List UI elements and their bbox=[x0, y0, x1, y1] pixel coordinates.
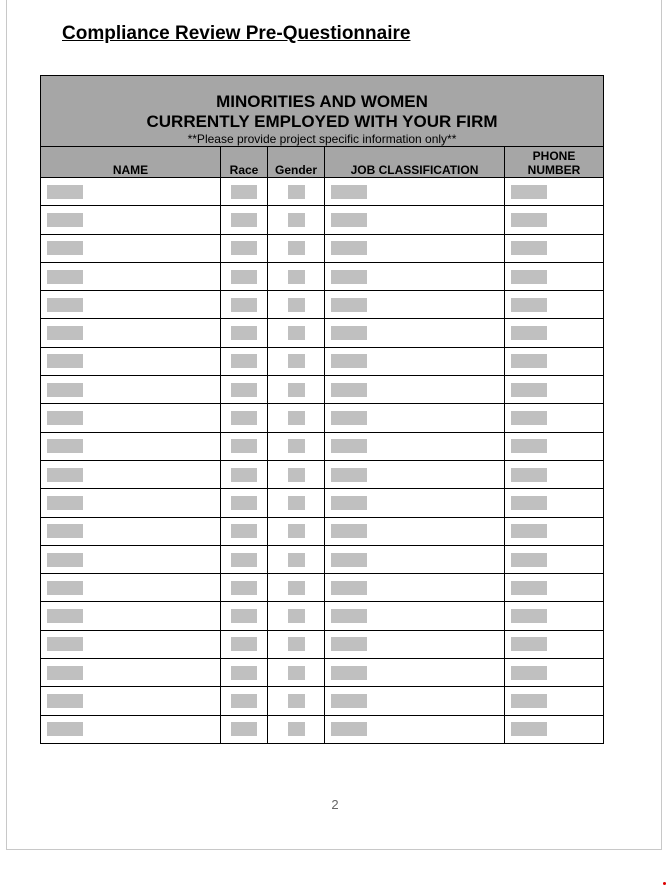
table-cell bbox=[268, 630, 325, 658]
table-cell bbox=[268, 376, 325, 404]
table-cell bbox=[41, 206, 221, 234]
table-cell bbox=[325, 602, 505, 630]
table-cell bbox=[505, 545, 604, 573]
phone-number-input[interactable] bbox=[511, 581, 547, 595]
job-classification-input[interactable] bbox=[331, 383, 367, 397]
name-input[interactable] bbox=[47, 411, 83, 425]
phone-number-input[interactable] bbox=[511, 439, 547, 453]
employee-table bbox=[40, 75, 604, 744]
table-cell bbox=[41, 715, 221, 743]
page-number: 2 bbox=[331, 797, 339, 812]
table-cell bbox=[268, 460, 325, 488]
phone-number-input[interactable] bbox=[511, 694, 547, 708]
table-cell bbox=[221, 715, 268, 743]
table-cell bbox=[325, 262, 505, 290]
table-cell bbox=[268, 262, 325, 290]
name-input[interactable] bbox=[47, 298, 83, 312]
table-cell bbox=[505, 347, 604, 375]
table-cell bbox=[221, 517, 268, 545]
table-cell bbox=[221, 545, 268, 573]
table-cell bbox=[221, 347, 268, 375]
gender-input[interactable] bbox=[288, 326, 305, 340]
race-input[interactable] bbox=[231, 383, 257, 397]
table-row bbox=[41, 715, 604, 743]
table-cell bbox=[325, 404, 505, 432]
table-body bbox=[41, 178, 604, 744]
table-cell bbox=[325, 574, 505, 602]
phone-number-input[interactable] bbox=[511, 241, 547, 255]
table-cell bbox=[505, 178, 604, 206]
table-cell bbox=[41, 178, 221, 206]
phone-number-input[interactable] bbox=[511, 524, 547, 538]
job-classification-input[interactable] bbox=[331, 694, 367, 708]
table-cell bbox=[505, 659, 604, 687]
race-input[interactable] bbox=[231, 581, 257, 595]
table-cell bbox=[221, 291, 268, 319]
table-cell bbox=[325, 687, 505, 715]
race-input[interactable] bbox=[231, 298, 257, 312]
table-cell bbox=[268, 206, 325, 234]
column-header-race: Race bbox=[221, 147, 268, 178]
job-classification-input[interactable] bbox=[331, 496, 367, 510]
table-cell bbox=[505, 376, 604, 404]
table-header-title-line2: CURRENTLY EMPLOYED WITH YOUR FIRM bbox=[146, 112, 498, 131]
race-input[interactable] bbox=[231, 241, 257, 255]
phone-number-input[interactable] bbox=[511, 213, 547, 227]
table-cell bbox=[505, 630, 604, 658]
column-header-phone-line2: NUMBER bbox=[527, 163, 581, 177]
table-cell bbox=[268, 687, 325, 715]
phone-number-input[interactable] bbox=[511, 637, 547, 651]
table-cell bbox=[221, 404, 268, 432]
table-cell bbox=[325, 630, 505, 658]
name-input[interactable] bbox=[47, 524, 83, 538]
gender-input[interactable] bbox=[288, 383, 305, 397]
job-classification-input[interactable] bbox=[331, 666, 367, 680]
table-cell bbox=[325, 178, 505, 206]
table-cell bbox=[268, 574, 325, 602]
race-input[interactable] bbox=[231, 354, 257, 368]
race-input[interactable] bbox=[231, 496, 257, 510]
race-input[interactable] bbox=[231, 439, 257, 453]
gender-input[interactable] bbox=[288, 524, 305, 538]
table-cell bbox=[505, 319, 604, 347]
table-cell bbox=[325, 234, 505, 262]
table-cell bbox=[505, 404, 604, 432]
table-cell bbox=[505, 602, 604, 630]
table-cell bbox=[41, 291, 221, 319]
table-cell bbox=[221, 630, 268, 658]
table-row bbox=[41, 574, 604, 602]
column-header-phone-number bbox=[505, 147, 604, 178]
job-classification-input[interactable] bbox=[331, 468, 367, 482]
gender-input[interactable] bbox=[288, 553, 305, 567]
gender-input[interactable] bbox=[288, 185, 305, 199]
name-input[interactable] bbox=[47, 213, 83, 227]
table-cell bbox=[505, 291, 604, 319]
table-cell bbox=[41, 659, 221, 687]
table-cell bbox=[221, 574, 268, 602]
race-input[interactable] bbox=[231, 694, 257, 708]
gender-input[interactable] bbox=[288, 609, 305, 623]
name-input[interactable] bbox=[47, 185, 83, 199]
gender-input[interactable] bbox=[288, 722, 305, 736]
name-input[interactable] bbox=[47, 637, 83, 651]
table-cell bbox=[221, 319, 268, 347]
name-input[interactable] bbox=[47, 468, 83, 482]
table-cell bbox=[41, 602, 221, 630]
table-cell bbox=[41, 376, 221, 404]
table-cell bbox=[325, 206, 505, 234]
table-row bbox=[41, 178, 604, 206]
table-header-title-line1: MINORITIES AND WOMEN bbox=[216, 92, 428, 111]
gender-input[interactable] bbox=[288, 581, 305, 595]
table-cell bbox=[325, 432, 505, 460]
table-cell bbox=[325, 517, 505, 545]
table-cell bbox=[325, 659, 505, 687]
table-header-note: **Please provide project specific information only** bbox=[187, 132, 457, 146]
table-row bbox=[41, 659, 604, 687]
job-classification-input[interactable] bbox=[331, 581, 367, 595]
table-cell bbox=[221, 687, 268, 715]
race-input[interactable] bbox=[231, 722, 257, 736]
job-classification-input[interactable] bbox=[331, 439, 367, 453]
phone-number-input[interactable] bbox=[511, 609, 547, 623]
table-cell bbox=[505, 206, 604, 234]
table-cell bbox=[325, 489, 505, 517]
table-cell bbox=[41, 574, 221, 602]
table-cell bbox=[325, 715, 505, 743]
column-header-name: NAME bbox=[41, 147, 221, 178]
table-row bbox=[41, 460, 604, 488]
name-input[interactable] bbox=[47, 383, 83, 397]
table-cell bbox=[268, 178, 325, 206]
table-cell bbox=[505, 262, 604, 290]
table-cell bbox=[221, 460, 268, 488]
table-cell bbox=[325, 460, 505, 488]
table-cell bbox=[41, 234, 221, 262]
job-classification-input[interactable] bbox=[331, 637, 367, 651]
table-row bbox=[41, 630, 604, 658]
job-classification-input[interactable] bbox=[331, 553, 367, 567]
table-cell bbox=[325, 376, 505, 404]
table-cell bbox=[268, 545, 325, 573]
name-input[interactable] bbox=[47, 553, 83, 567]
race-input[interactable] bbox=[231, 411, 257, 425]
table-cell bbox=[325, 291, 505, 319]
phone-number-input[interactable] bbox=[511, 185, 547, 199]
table-row bbox=[41, 687, 604, 715]
race-input[interactable] bbox=[231, 326, 257, 340]
table-cell bbox=[505, 574, 604, 602]
table-row bbox=[41, 404, 604, 432]
table-row bbox=[41, 602, 604, 630]
table-cell bbox=[268, 489, 325, 517]
job-classification-input[interactable] bbox=[331, 185, 367, 199]
document-page bbox=[6, 0, 662, 850]
table-cell bbox=[268, 517, 325, 545]
table-row bbox=[41, 545, 604, 573]
phone-number-input[interactable] bbox=[511, 326, 547, 340]
name-input[interactable] bbox=[47, 666, 83, 680]
race-input[interactable] bbox=[231, 213, 257, 227]
table-cell bbox=[505, 489, 604, 517]
gender-input[interactable] bbox=[288, 411, 305, 425]
gender-input[interactable] bbox=[288, 666, 305, 680]
gender-input[interactable] bbox=[288, 354, 305, 368]
race-input[interactable] bbox=[231, 553, 257, 567]
phone-number-input[interactable] bbox=[511, 270, 547, 284]
table-cell bbox=[268, 291, 325, 319]
race-input[interactable] bbox=[231, 468, 257, 482]
job-classification-input[interactable] bbox=[331, 354, 367, 368]
gender-input[interactable] bbox=[288, 496, 305, 510]
phone-number-input[interactable] bbox=[511, 496, 547, 510]
table-cell bbox=[41, 545, 221, 573]
name-input[interactable] bbox=[47, 609, 83, 623]
table-cell bbox=[41, 404, 221, 432]
gender-input[interactable] bbox=[288, 298, 305, 312]
table-cell bbox=[41, 517, 221, 545]
job-classification-input[interactable] bbox=[331, 609, 367, 623]
table-row bbox=[41, 347, 604, 375]
gender-input[interactable] bbox=[288, 468, 305, 482]
document-title: Compliance Review Pre-Questionnaire bbox=[62, 23, 411, 44]
phone-number-input[interactable] bbox=[511, 354, 547, 368]
phone-number-input[interactable] bbox=[511, 411, 547, 425]
table-row bbox=[41, 206, 604, 234]
table-cell bbox=[221, 489, 268, 517]
phone-number-input[interactable] bbox=[511, 666, 547, 680]
name-input[interactable] bbox=[47, 354, 83, 368]
race-input[interactable] bbox=[231, 185, 257, 199]
phone-number-input[interactable] bbox=[511, 468, 547, 482]
table-row bbox=[41, 319, 604, 347]
table-row bbox=[41, 291, 604, 319]
race-input[interactable] bbox=[231, 524, 257, 538]
phone-number-input[interactable] bbox=[511, 383, 547, 397]
job-classification-input[interactable] bbox=[331, 270, 367, 284]
column-header-row bbox=[41, 147, 604, 178]
table-cell bbox=[505, 687, 604, 715]
table-cell bbox=[41, 262, 221, 290]
gender-input[interactable] bbox=[288, 694, 305, 708]
name-input[interactable] bbox=[47, 694, 83, 708]
name-input[interactable] bbox=[47, 439, 83, 453]
table-cell bbox=[268, 432, 325, 460]
job-classification-input[interactable] bbox=[331, 722, 367, 736]
table-cell bbox=[221, 178, 268, 206]
table-cell bbox=[505, 234, 604, 262]
table-cell bbox=[221, 262, 268, 290]
table-cell bbox=[41, 489, 221, 517]
gender-input[interactable] bbox=[288, 637, 305, 651]
table-row bbox=[41, 432, 604, 460]
table-cell bbox=[41, 460, 221, 488]
table-cell bbox=[505, 432, 604, 460]
name-input[interactable] bbox=[47, 270, 83, 284]
gender-input[interactable] bbox=[288, 213, 305, 227]
table-cell bbox=[221, 206, 268, 234]
column-header-phone-line1: PHONE bbox=[532, 149, 576, 163]
table-cell bbox=[221, 234, 268, 262]
table-cell bbox=[41, 630, 221, 658]
column-header-job-classification: JOB CLASSIFICATION bbox=[325, 147, 505, 178]
race-input[interactable] bbox=[231, 637, 257, 651]
name-input[interactable] bbox=[47, 581, 83, 595]
table-cell bbox=[268, 347, 325, 375]
table-row bbox=[41, 489, 604, 517]
table-cell bbox=[268, 319, 325, 347]
race-input[interactable] bbox=[231, 609, 257, 623]
gender-input[interactable] bbox=[288, 241, 305, 255]
table-cell bbox=[268, 659, 325, 687]
table-cell bbox=[268, 715, 325, 743]
table-row bbox=[41, 234, 604, 262]
job-classification-input[interactable] bbox=[331, 298, 367, 312]
table-cell bbox=[505, 460, 604, 488]
column-header-gender: Gender bbox=[268, 147, 325, 178]
table-row bbox=[41, 517, 604, 545]
phone-number-input[interactable] bbox=[511, 298, 547, 312]
job-classification-input[interactable] bbox=[331, 213, 367, 227]
table-cell bbox=[221, 659, 268, 687]
job-classification-input[interactable] bbox=[331, 326, 367, 340]
phone-number-input[interactable] bbox=[511, 722, 547, 736]
job-classification-input[interactable] bbox=[331, 411, 367, 425]
name-input[interactable] bbox=[47, 496, 83, 510]
race-input[interactable] bbox=[231, 270, 257, 284]
race-input[interactable] bbox=[231, 666, 257, 680]
table-cell bbox=[325, 347, 505, 375]
name-input[interactable] bbox=[47, 722, 83, 736]
table-cell bbox=[325, 545, 505, 573]
table-header bbox=[41, 76, 604, 147]
table-cell bbox=[505, 517, 604, 545]
gender-input[interactable] bbox=[288, 270, 305, 284]
job-classification-input[interactable] bbox=[331, 241, 367, 255]
table-cell bbox=[268, 602, 325, 630]
table-cell bbox=[221, 376, 268, 404]
table-cell bbox=[41, 687, 221, 715]
name-input[interactable] bbox=[47, 241, 83, 255]
table-row bbox=[41, 262, 604, 290]
table-row bbox=[41, 376, 604, 404]
gender-input[interactable] bbox=[288, 439, 305, 453]
table-cell bbox=[505, 715, 604, 743]
table-cell bbox=[221, 432, 268, 460]
corner-mark bbox=[663, 882, 666, 885]
table-cell bbox=[268, 234, 325, 262]
phone-number-input[interactable] bbox=[511, 553, 547, 567]
table-cell bbox=[41, 319, 221, 347]
name-input[interactable] bbox=[47, 326, 83, 340]
table-cell bbox=[41, 432, 221, 460]
table-cell bbox=[325, 319, 505, 347]
table-cell bbox=[41, 347, 221, 375]
table-cell bbox=[221, 602, 268, 630]
table-cell bbox=[268, 404, 325, 432]
job-classification-input[interactable] bbox=[331, 524, 367, 538]
